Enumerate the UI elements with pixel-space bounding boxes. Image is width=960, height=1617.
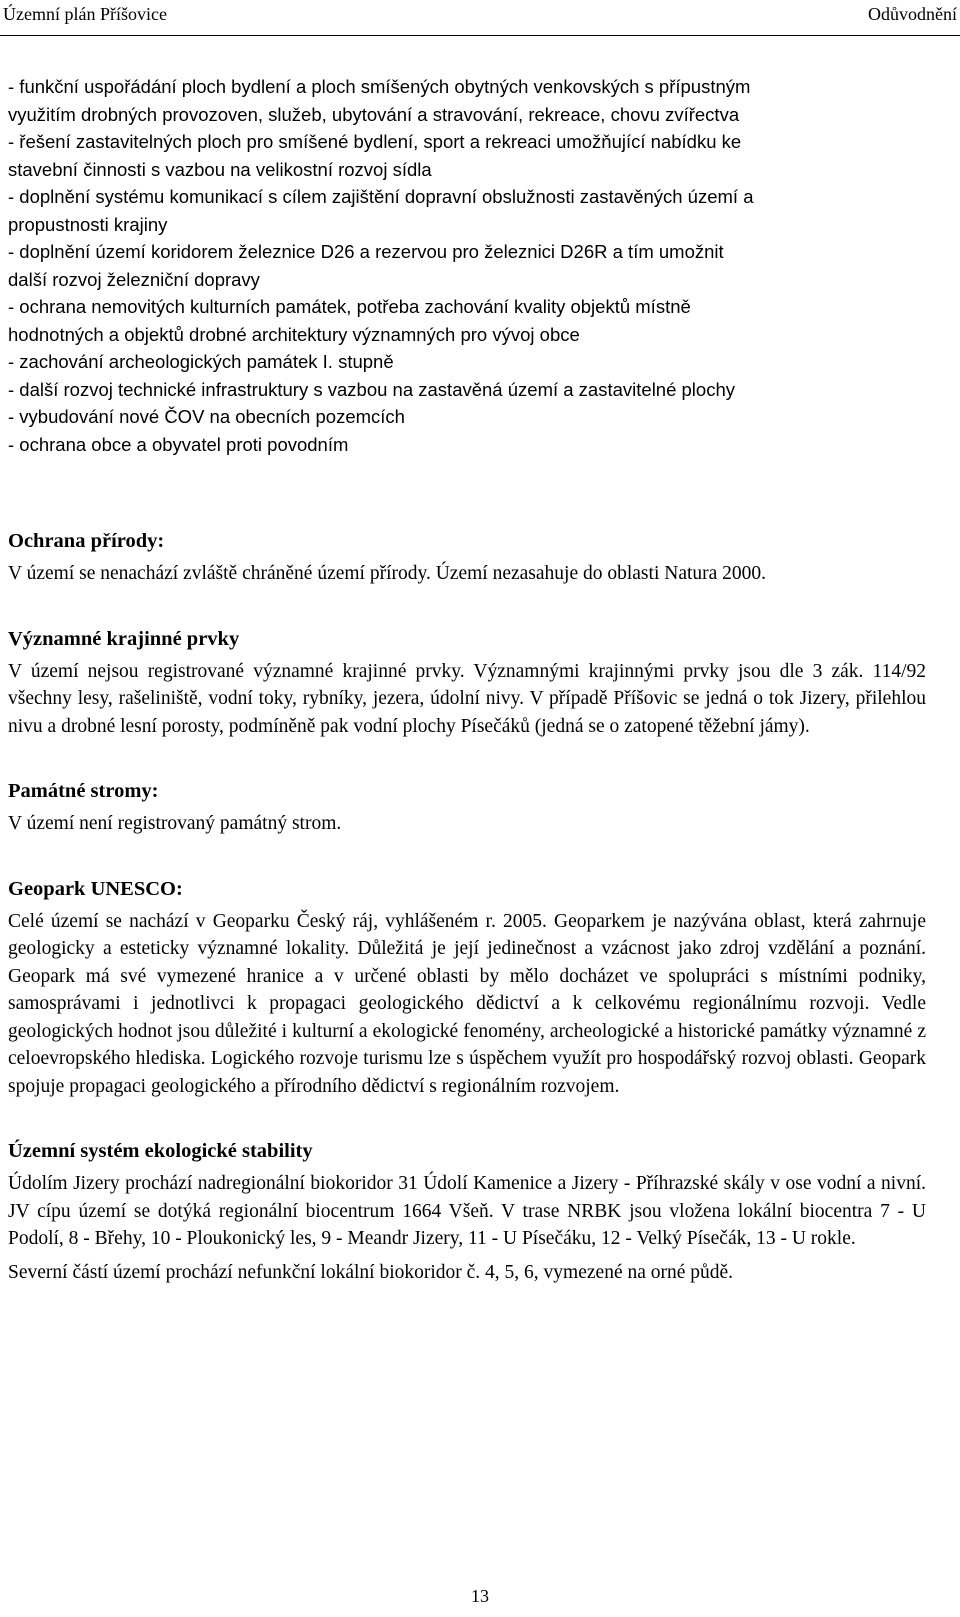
list-item: - funkční uspořádání ploch bydlení a ploch smíšených obytných venkovských s přípustným <box>8 76 751 97</box>
page-content <box>8 73 926 1286</box>
list-item: - zachování archeologických památek I. stupně <box>8 351 394 372</box>
list-item: stavební činnosti s vazbou na velikostní rozvoj sídla <box>8 158 432 180</box>
list-item: - vybudování nové ČOV na obecních pozemcích <box>8 406 405 427</box>
section-title-vkp: Významné krajinné prvky <box>8 627 240 650</box>
list-item: - další rozvoj technické infrastruktury s vazbou na zastavěná území a zastavitelné plochy <box>8 378 735 400</box>
section-text-stromy: V území není registrovaný památný strom. <box>8 813 342 834</box>
section-text-geopark: Celé území se nachází v Geoparku Český ráj, vyhlášeném r. 2005. Geoparkem je nazývána oblast, která zahrnuje geologicky a esteticky významné lokality. Důležitá je její jedinečnost a vzácnost jako zdroj vzdělání a poznání. Geopark má své vymezené hranice a v určené oblasti by mělo docházet ve spolupráci s místními podniky, samosprávami i jednotlivci k propagaci geologického dědictví a k celkovému regionálnímu rozvoji. Vedle geologických hodnot jsou důležité i kulturní a ekologické fenomény, archeologické a historické památky významné z celoevropského hlediska. Logického rozvoje turismu lze s úspěchem využít pro hospodářský rozvoj oblasti. Geopark spojuje propagaci geologického a přírodního dědictví s regionálním rozvojem. <box>8 910 926 1097</box>
list-item: - řešení zastavitelných ploch pro smíšené bydlení, sport a rekreaci umožňující nabídku ke <box>8 131 742 152</box>
list-item: další rozvoj železniční dopravy <box>8 268 260 290</box>
section-text-ochrana: V území se nenachází zvláště chráněné území přírody. Území nezasahuje do oblasti Natura 2000. <box>8 563 767 584</box>
page-number: 13 <box>471 1586 489 1606</box>
section-text-uses-1: Údolím Jizery prochází nadregionální biokoridor 31 Údolí Kamenice a Jizery - Příhrazské skály v ose vodní a nivní. JV cípu území se dotýká regionální biocentrum 1664 Všeň. V trase NRBK jsou vložena lokální biocentra 7 - U Podolí, 8 - Břehy, 10 - Ploukonický les, 9 - Meandr Jizery, 11 - U Písečáku, 12 - Velký Písečák, 13 - U rokle. <box>8 1173 926 1249</box>
list-item: hodnotných a objektů drobné architektury významných pro vývoj obce <box>8 323 580 345</box>
section-text-vkp: V území nejsou registrované významné krajinné prvky. Významnými krajinnými prvky jsou dle 3 zák. 114/92 všechny lesy, rašeliniště, vodní toky, rybníky, jezera, údolní nivy. V případě Příšovic se jedná o tok Jizery, přilehlou nivu a drobné lesní porosty, podmíněně pak vodní plochy Písečáků (jedná se o zatopené těžební jámy). <box>8 660 926 737</box>
document-section: Odůvodnění <box>868 4 957 24</box>
list-item: - doplnění území koridorem železnice D26 a rezervou pro železnici D26R a tím umožnit <box>8 241 724 262</box>
bullet-list <box>8 73 926 458</box>
list-item: - doplnění systému komunikací s cílem zajištění dopravní obslužnosti zastavěných území a <box>8 186 754 207</box>
page-header <box>0 0 960 36</box>
section-title-stromy: Památné stromy: <box>8 780 159 802</box>
list-item: využitím drobných provozoven, služeb, ubytování a stravování, rekreace, chovu zvířectva <box>8 103 740 125</box>
document-title: Územní plán Příšovice <box>3 4 167 24</box>
section-title-ochrana: Ochrana přírody: <box>8 530 165 552</box>
list-item: - ochrana nemovitých kulturních památek, potřeba zachování kvality objektů místně <box>8 296 691 317</box>
list-item: propustnosti krajiny <box>8 213 168 235</box>
section-title-geopark: Geopark UNESCO: <box>8 877 183 900</box>
list-item: - ochrana obce a obyvatel proti povodním <box>8 433 349 455</box>
section-text-uses-2: Severní částí území prochází nefunkční lokální biokoridor č. 4, 5, 6, vymezené na orné půdě. <box>8 1261 734 1283</box>
section-title-uses: Územní systém ekologické stability <box>8 1140 313 1162</box>
